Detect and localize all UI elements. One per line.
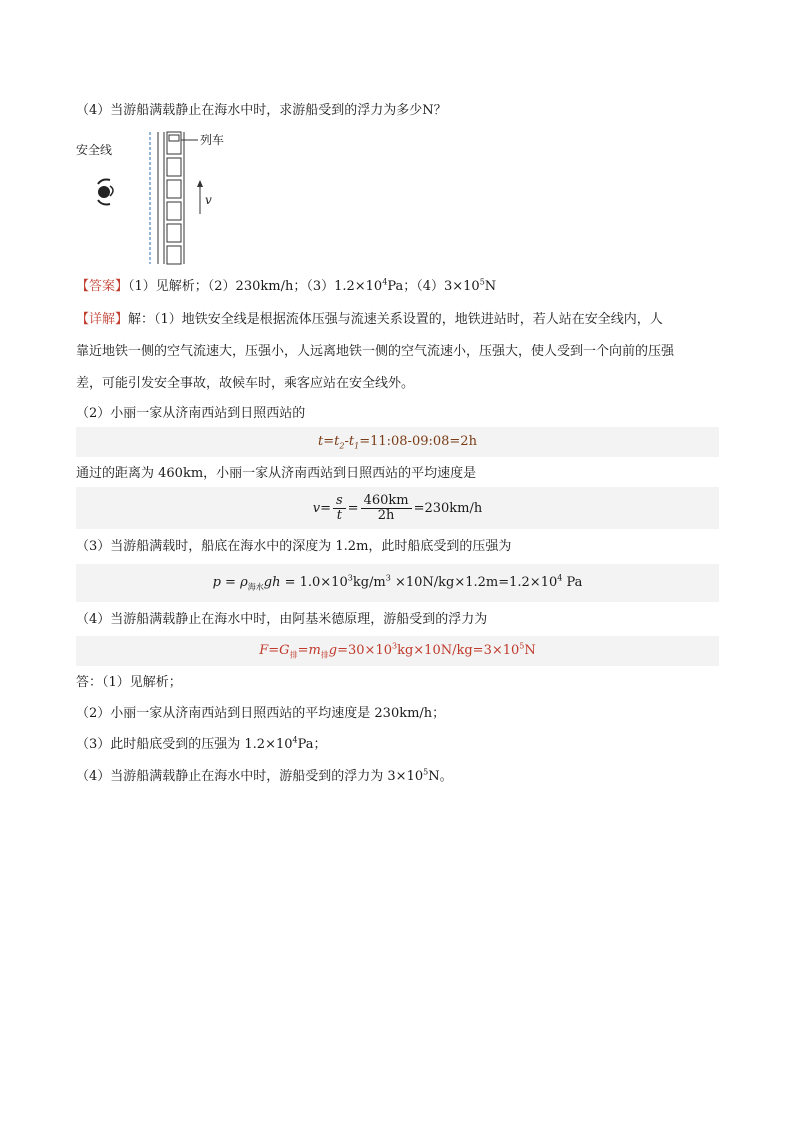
distance-over-time: $\frac{460km}{2h}$ [361,494,412,523]
answer-tag: 【答案】 [76,279,129,294]
person-icon [98,180,113,205]
train-window [169,135,179,141]
train-car [167,246,181,264]
summary-line-4: （4）当游船满载静止在海水中时，游船受到的浮力为 $3\times 10^5N$。 [76,767,453,784]
s-over-t: $\frac{s}{t}$ [333,494,346,523]
velocity-arrow-head [197,180,203,187]
train-car [167,180,181,198]
part4-buoyancy-formula: $F=G_排=m_排g=30\times 10^3kg\times 10N/kg=3\times 10^5N$ [76,636,719,666]
subway-figure [72,126,242,266]
subway-diagram [72,126,242,266]
detail-line-2: 靠近地铁一侧的空气流速大，压强小，人远离地铁一侧的空气流速小，压强大，使人受到一个向前的压强 [76,344,675,359]
train-car [167,158,181,176]
part3-intro: （3）当游船满载时，船底在海水中的深度为 1.2m，此时船底受到的压强为 [76,539,512,554]
summary-line-2: （2）小丽一家从济南西站到日照西站的平均速度是 230km/h； [76,706,446,721]
summary-line-1: 答：（1）见解析； [76,675,182,690]
part4-intro: （4）当游船满载静止在海水中时，由阿基米德原理，游船受到的浮力为 [76,612,488,627]
train-car [167,202,181,220]
detail-line-3: 差，可能引发安全事故，故候车时，乘客应站在安全线外。 [76,376,415,391]
train-car [167,224,181,242]
summary-line-3: （3）此时船底受到的压强为 $1.2\times 10^4Pa$； [76,735,327,752]
detail-tag: 【详解】 [76,312,129,327]
part2-distance-line: 通过的距离为 460km，小丽一家从济南西站到日照西站的平均速度是 [76,466,477,481]
part3-pressure-formula: $p = \rho_{海水}gh = 1.0\times 10^3kg/m^3 \times 10N/kg\times 1.2m=1.2\times 10^4$ Pa [76,564,719,602]
part2-time-formula: $t=t_2-t_1=11:08-09:08=2h$ [76,427,719,457]
answer-line: 【答案】（1）见解析；（2）230km/h；$(3)1.2\times 10^4Pa$；$(4)3\times 10^5N$ [76,277,497,294]
part2-speed-formula: v = $\frac{s}{t}$ = $\frac{460km}{2h}$ =230km/h [76,487,719,529]
velocity-label: v [205,193,212,207]
question-4: （4）当游船满载静止在海水中时，求游船受到的浮力为多少N？ [76,103,447,118]
train-label: 列车 [200,133,225,147]
part2-intro: （2）小丽一家从济南西站到日照西站的 [76,406,306,421]
detail-line-1: 【详解】解：（1）地铁安全线是根据流体压强与流速关系设置的，地铁进站时，若人站在安全线内，人 [76,312,663,327]
safety-line-label: 安全线 [76,143,113,157]
